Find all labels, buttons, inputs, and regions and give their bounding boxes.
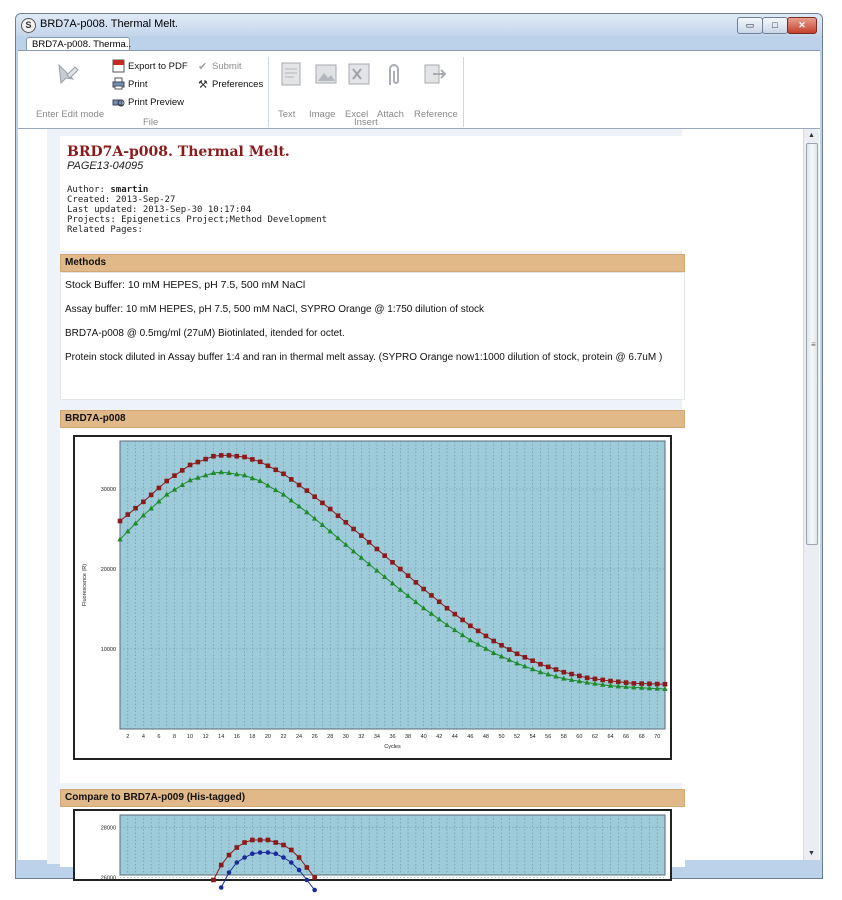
x-tick-label: 6 (157, 734, 161, 740)
data-point (180, 468, 185, 473)
author-name: smartin (110, 185, 149, 195)
data-point (523, 655, 528, 660)
document-header (60, 136, 689, 251)
data-point (351, 527, 356, 532)
y-tick-label: 10000 (100, 647, 116, 653)
x-tick-label: 22 (280, 734, 287, 740)
author-label: Author: (67, 185, 105, 195)
data-point (593, 677, 598, 682)
data-point (414, 580, 419, 585)
document-viewer[interactable] (18, 128, 820, 882)
data-point (219, 885, 224, 890)
x-tick-label: 64 (607, 734, 614, 740)
x-tick-label: 20 (264, 734, 271, 740)
methods-line: Protein stock diluted in Assay buffer 1:4 and ran in thermal melt assay. (SYPRO Orange now1:1000 dilution of stock, protein @ 6.7uM ) (65, 352, 663, 363)
data-point (499, 643, 504, 648)
data-point (468, 624, 473, 629)
x-tick-label: 58 (560, 734, 567, 740)
group-separator (268, 57, 269, 127)
data-point (234, 845, 239, 850)
title-bar[interactable] (16, 14, 822, 36)
data-point (188, 463, 193, 468)
insert-text-button[interactable]: Text (278, 109, 296, 120)
data-point (266, 464, 271, 469)
data-point (398, 567, 403, 572)
preferences-button[interactable]: Preferences (212, 79, 264, 90)
data-point (289, 848, 294, 853)
wrench-icon: ⚒ (198, 79, 208, 91)
insert-reference-button[interactable]: Reference (414, 109, 458, 120)
x-tick-label: 4 (141, 734, 145, 740)
x-tick-label: 66 (623, 734, 630, 740)
data-point (227, 453, 232, 458)
reference-icon (421, 61, 449, 92)
data-point (157, 486, 162, 491)
x-tick-label: 38 (405, 734, 412, 740)
x-tick-label: 44 (451, 734, 458, 740)
data-point (250, 851, 255, 856)
data-point (554, 667, 559, 672)
data-point (600, 678, 605, 683)
data-point (561, 670, 566, 675)
data-point (281, 472, 286, 477)
minimize-button[interactable]: ▭ (737, 17, 763, 34)
checkmark-icon: ✔ (198, 61, 208, 73)
data-point (507, 647, 512, 652)
group-separator (463, 57, 464, 127)
x-tick-label: 46 (467, 734, 474, 740)
data-point (219, 863, 224, 868)
data-point (359, 533, 364, 538)
y-tick-label: 28000 (100, 825, 116, 832)
data-point (343, 520, 348, 525)
insert-excel-button[interactable]: Excel (345, 109, 369, 120)
x-tick-label: 32 (358, 734, 365, 740)
data-point (211, 878, 216, 883)
data-point (367, 540, 372, 545)
data-point (297, 855, 302, 860)
excel-icon (347, 61, 373, 92)
scroll-down-icon[interactable]: ▼ (808, 850, 815, 857)
data-point (390, 560, 395, 565)
print-preview-icon (112, 96, 125, 111)
methods-line: Stock Buffer: 10 mM HEPES, pH 7.5, 500 mM NaCl (65, 279, 306, 291)
x-tick-label: 14 (218, 734, 225, 740)
data-point (297, 868, 302, 873)
app-window (15, 13, 823, 882)
last-updated-date: Last updated: 2013-Sep-30 10:17:04 (67, 205, 252, 215)
chart1-container (60, 428, 685, 783)
data-point (491, 639, 496, 644)
pdf-icon (112, 59, 125, 76)
created-date: Created: 2013-Sep-27 (67, 195, 176, 205)
data-point (172, 473, 177, 478)
data-point (375, 547, 380, 552)
x-tick-label: 28 (327, 734, 334, 740)
vertical-scrollbar[interactable] (803, 129, 819, 860)
data-point (250, 457, 255, 462)
grip-icon: ≡ (811, 340, 816, 349)
scroll-up-icon[interactable]: ▲ (808, 132, 815, 139)
data-point (460, 618, 465, 623)
x-tick-label: 48 (482, 734, 489, 740)
related-pages-line: Related Pages: (67, 225, 143, 235)
chart2-container (60, 807, 685, 882)
y-tick-label: 30000 (100, 487, 116, 493)
data-point (320, 501, 325, 506)
print-button[interactable]: Print (128, 79, 148, 90)
maximize-button[interactable]: □ (762, 17, 788, 34)
data-point (406, 573, 411, 578)
data-point (312, 888, 317, 893)
data-point (242, 455, 247, 460)
data-point (266, 838, 271, 843)
data-point (289, 477, 294, 482)
data-point (242, 855, 247, 860)
data-point (663, 682, 668, 687)
insert-attach-button[interactable]: Attach (377, 109, 404, 120)
x-tick-label: 50 (498, 734, 505, 740)
page-id: PAGE13-04095 (67, 160, 144, 172)
data-point (421, 587, 426, 592)
data-point (312, 494, 317, 499)
document-tab[interactable]: BRD7A-p008. Therma.. (26, 37, 130, 50)
app-icon: S (21, 18, 36, 33)
data-point (429, 593, 434, 598)
data-point (445, 606, 450, 611)
data-point (297, 483, 302, 488)
x-tick-label: 2 (126, 734, 130, 740)
x-tick-label: 54 (529, 734, 536, 740)
data-point (281, 855, 286, 860)
methods-section-header: Methods (60, 254, 685, 272)
export-pdf-button[interactable]: Export to PDF (128, 61, 188, 72)
x-tick-label: 62 (591, 734, 598, 740)
fluorescence-chart-1 (60, 428, 685, 783)
data-point (258, 460, 263, 465)
data-point (266, 850, 271, 855)
document-tabstrip (18, 36, 820, 50)
data-point (382, 553, 387, 558)
insert-group-label: Insert (354, 117, 378, 128)
x-tick-label: 60 (576, 734, 583, 740)
printer-icon (112, 78, 125, 93)
edit-mode-icon (55, 61, 81, 90)
ribbon-toolbar (18, 50, 820, 129)
window-title: BRD7A-p008. Thermal Melt. (40, 18, 178, 30)
data-point (211, 454, 216, 459)
data-point (227, 870, 232, 875)
x-tick-label: 52 (514, 734, 521, 740)
data-point (196, 460, 201, 465)
methods-section (60, 272, 685, 400)
x-tick-label: 70 (654, 734, 661, 740)
y-tick-label: 20000 (100, 567, 116, 573)
data-point (569, 672, 574, 677)
scrollbar-thumb[interactable] (806, 143, 818, 545)
paperclip-icon (382, 61, 406, 92)
data-point (577, 674, 582, 679)
data-point (585, 676, 590, 681)
data-point (227, 853, 232, 858)
data-point (305, 865, 310, 870)
x-tick-label: 36 (389, 734, 396, 740)
methods-line: BRD7A-p008 @ 0.5mg/ml (27uM) Biotinlated, itended for octet. (65, 328, 345, 339)
close-button[interactable]: ✕ (787, 17, 817, 34)
data-point (141, 500, 146, 505)
x-tick-label: 24 (296, 734, 303, 740)
x-tick-label: 42 (436, 734, 443, 740)
data-point (250, 838, 255, 843)
plot-area (120, 815, 665, 875)
data-point (515, 652, 520, 657)
data-point (452, 612, 457, 617)
data-point (164, 479, 169, 484)
image-icon (314, 61, 340, 92)
x-tick-label: 10 (187, 734, 194, 740)
data-point (133, 506, 138, 511)
x-tick-label: 18 (249, 734, 256, 740)
x-tick-label: 34 (373, 734, 380, 740)
data-point (336, 513, 341, 518)
data-point (258, 850, 263, 855)
author-line (67, 185, 148, 195)
data-point (289, 860, 294, 865)
data-point (608, 679, 613, 684)
submit-button[interactable]: Submit (212, 61, 242, 72)
x-axis-label: Cycles (384, 744, 401, 750)
data-point (118, 519, 123, 524)
data-point (312, 875, 317, 880)
projects-line: Projects: Epigenetics Project;Method Development (67, 215, 328, 225)
page-title: BRD7A-p008. Thermal Melt. (67, 144, 290, 160)
x-tick-label: 12 (202, 734, 209, 740)
enter-edit-mode-button[interactable]: Enter Edit mode (36, 109, 105, 120)
data-point (484, 634, 489, 639)
data-point (219, 453, 224, 458)
x-tick-label: 56 (545, 734, 552, 740)
data-point (273, 468, 278, 473)
methods-line: Assay buffer: 10 mM HEPES, pH 7.5, 500 mM NaCl, SYPRO Orange @ 1:750 dilution of stock (65, 304, 485, 315)
insert-image-button[interactable]: Image (309, 109, 336, 120)
y-axis-label: Fluorescence (R) (82, 563, 88, 607)
data-point (328, 507, 333, 512)
data-point (258, 838, 263, 843)
data-point (305, 488, 310, 493)
x-tick-label: 40 (420, 734, 427, 740)
y-tick-label: 26000 (100, 875, 116, 882)
data-point (234, 860, 239, 865)
data-point (437, 600, 442, 605)
data-point (305, 878, 310, 883)
data-point (273, 851, 278, 856)
document-page (47, 129, 682, 882)
data-point (538, 662, 543, 667)
x-tick-label: 16 (233, 734, 240, 740)
chart1-section-header: BRD7A-p008 (60, 410, 685, 428)
data-point (546, 665, 551, 670)
data-point (530, 658, 535, 663)
data-point (125, 512, 130, 517)
data-point (476, 629, 481, 634)
data-point (242, 840, 247, 845)
data-point (203, 457, 208, 462)
file-group-label: File (143, 117, 159, 128)
x-tick-label: 26 (311, 734, 318, 740)
print-preview-button[interactable]: Print Preview (128, 97, 184, 108)
data-point (281, 843, 286, 848)
data-point (234, 454, 239, 459)
text-icon (280, 61, 304, 92)
x-tick-label: 30 (342, 734, 349, 740)
x-tick-label: 8 (172, 734, 177, 740)
data-point (149, 493, 154, 498)
x-tick-label: 68 (638, 734, 645, 740)
fluorescence-chart-2 (60, 807, 685, 882)
chart2-section-header: Compare to BRD7A-p009 (His-tagged) (60, 789, 685, 807)
data-point (273, 840, 278, 845)
